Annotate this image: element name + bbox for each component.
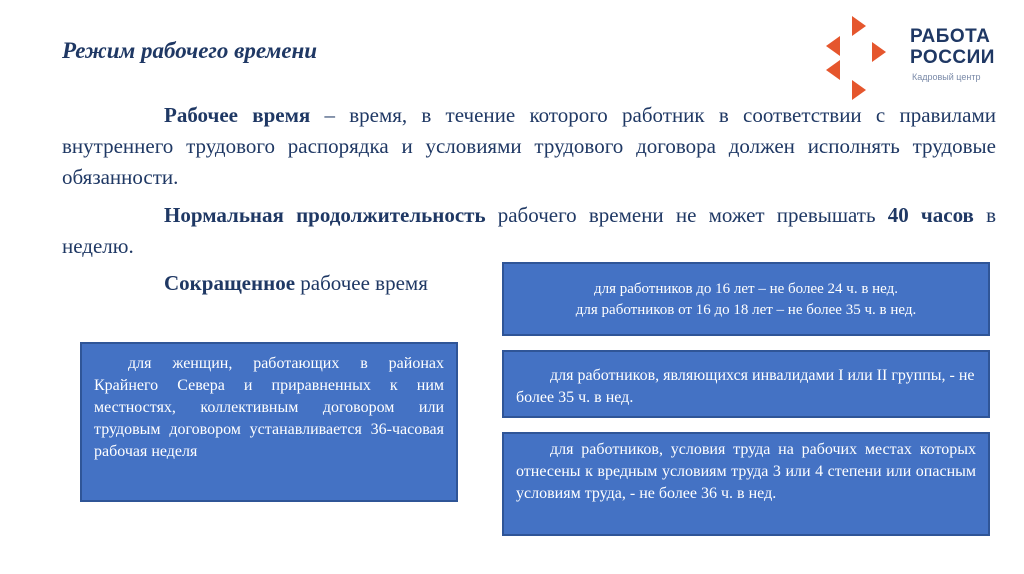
- normal-duration-text-end: в неделю.: [62, 203, 996, 258]
- paragraph-working-time: [62, 100, 996, 193]
- normal-duration-text: рабочего времени не может превышать: [485, 203, 888, 227]
- box-age-limits: [502, 262, 990, 336]
- paragraph-normal-duration: [62, 200, 996, 262]
- box-age-line-1: для работников до 16 лет – не более 24 ч. в нед.: [593, 281, 899, 297]
- rabota-rossii-logo: [822, 12, 1012, 104]
- logo-line-2: РОССИИ: [910, 47, 995, 68]
- term-reduced: Сокращенное: [164, 271, 296, 295]
- box-age-line-2: для работников от 16 до 18 лет – не более 35 ч. в нед.: [575, 302, 917, 318]
- term-normal-duration: Нормальная продолжительность: [164, 203, 486, 227]
- logo-line-1: РАБОТА: [910, 26, 991, 47]
- page-title: Режим рабочего времени: [62, 38, 318, 63]
- reduced-time-text: рабочее время: [295, 271, 428, 295]
- paragraph-reduced-time: [62, 268, 492, 299]
- logo-text: [910, 26, 995, 68]
- logo-mark-icon: [822, 12, 902, 104]
- box-far-north-women: [80, 342, 458, 502]
- box-far-north-text: для женщин, работающих в районах Крайнего Севера и приравненных к ним местностях, коллективным договором или трудовым договором устанавливается 36-часовая рабочая неделя: [94, 355, 444, 460]
- term-40-hours: 40 часов: [887, 203, 974, 227]
- box-hazardous-conditions: [502, 432, 990, 536]
- term-working-time: Рабочее время: [164, 103, 311, 127]
- logo-subtitle: Кадровый центр: [912, 72, 981, 82]
- box-disabled-text: для работников, являющихся инвалидами I или II группы, - не более 35 ч. в нед.: [516, 367, 975, 406]
- box-disabled-workers: [502, 350, 990, 418]
- definition-working-time: – время, в течение которого работник в соответствии с правилами внутреннего трудового распорядка и условиями трудового договора должен исполнять трудовые обязанности.: [62, 103, 997, 189]
- box-hazard-text: для работников, условия труда на рабочих местах которых отнесены к вредным условиям труда 3 или 4 степени или опасным условиям труда, - не более 36 ч. в нед.: [516, 441, 976, 502]
